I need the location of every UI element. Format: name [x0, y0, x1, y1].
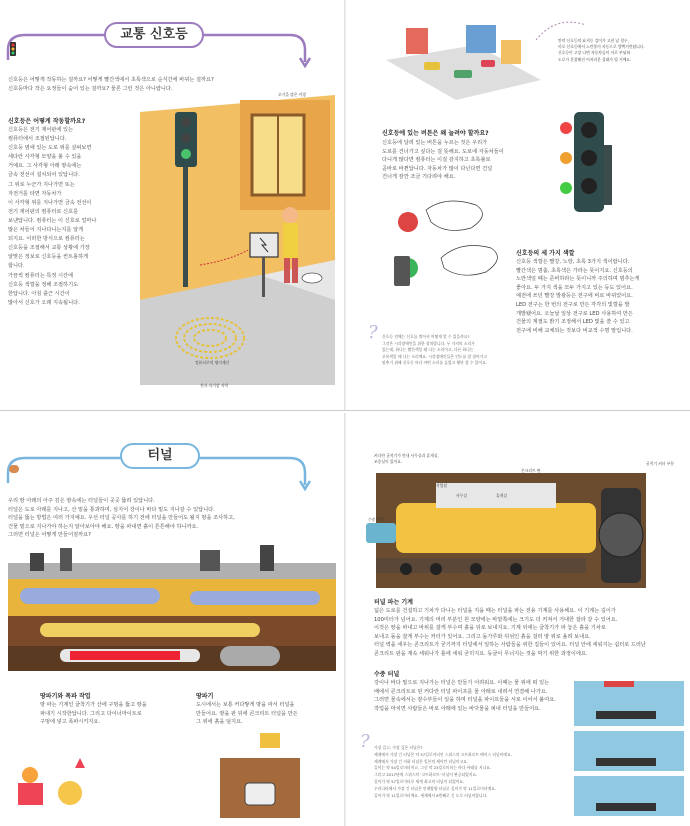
tunnel-right-page [346, 413, 690, 826]
text-line: 조종실이 있어요. [374, 459, 403, 465]
annotation-worker: 작업원 [436, 483, 448, 488]
annotation-window: 초기을 많은 이랑 [278, 92, 307, 97]
text-line: 우리나라에서 가장 긴 터널은 인제양양 터널로 길이가 약 11킬로미터예요. [374, 785, 497, 791]
section-heading: 땅파기 [196, 693, 214, 700]
underground-cross-section [8, 545, 336, 671]
intro-text [8, 76, 338, 93]
text-line: 전기 재어판의 컴퓨터로 신호를 [8, 208, 79, 215]
text-line: 파내기 시작한답니다. 그리고 다이너마이트로 [40, 710, 142, 717]
text-line: 많아서 신호가 오래 지속됩니다. [8, 299, 80, 306]
text-line: 이것은 땅을 파내고 바위를 잘게 부수며 흙을 뒤로 보내지요. 기계 뒤에는 굴착기가 파 놓은 흙을 기차로 [374, 625, 606, 632]
text-line: 신호등 색깔을 정해 조절하기도 [8, 281, 79, 288]
text-line: 신호등 옆에 있는 도로 위를 살펴보면 [8, 145, 92, 152]
tunnel-small-icon [9, 465, 19, 473]
traffic-light-right-page [346, 0, 690, 410]
large-traffic-light [560, 112, 612, 212]
text-line: 멈추기 위해 신호등 마다 어떤 소리를 들었고 횡단 할 수 있어요. [382, 360, 487, 366]
text-line: 노란색일 때는 준비하라는 뜻이니까 주의하며 멈추는게 [516, 276, 640, 283]
traffic-light-left-page [0, 0, 344, 410]
text-line: 합니다. [8, 263, 25, 270]
text-line: 보내고 돌을 잘게 부수는 커터가 있어요. 그리고 돌가루와 뒤섞인 흙을 걸러 땅 위로 올려 보내요. [374, 633, 591, 640]
tunnel-left-art [0, 413, 344, 826]
question-mark-icon: ? [360, 731, 370, 752]
excavation-illustration [220, 733, 300, 818]
text-line: 좋아요. 두 가지 색을 모두 가지고 있는 등도 있어요. [516, 284, 633, 291]
trivia-note [374, 745, 574, 799]
text-line: 커다란 굴착기가 안내 사무실과 휴게실, [374, 453, 439, 458]
annotation-cars: 수송 열차 [368, 517, 384, 522]
text-line: 터널 벽을 세우는 콘크리트가 굳기까지 터널에서 일하는 사람들을 위한 집들이 있어요. 터널 안에 세워지는 쉼터로 드러난 [374, 642, 646, 649]
text-line: 컴퓨터에서 조절된답니다. [8, 136, 67, 143]
text-line: 전구에 비해 교체되는 것보다 비교적 수명 말입니다. [516, 327, 633, 334]
push-button-box-icon [394, 256, 410, 286]
section-body [382, 139, 552, 182]
street-illustration [140, 95, 335, 385]
text-line: 길이가 약 57킬로미터로 세계 최고의 터널이 되었어요. [374, 778, 465, 784]
trivia-note [382, 334, 516, 367]
text-line: 신호등 색깔은 빨강, 노랑, 초록 3가지 색이랍니다. [516, 259, 630, 265]
text-line: 이 사각형 위를 지나가면 금속 전선이 [8, 199, 92, 206]
text-line: 개발됐어요. 오늘날 일상 전구로 LED 사용하여 만든 [516, 310, 633, 317]
section-heading: 터널 파는 기계 [374, 599, 413, 606]
underwater-tunnel-illustration [574, 681, 684, 816]
section-heading: 수중 터널 [374, 671, 400, 678]
text-line: 다니게 많다면 컴퓨터는 이걸 감지하고 초록불로 [382, 157, 491, 164]
text-line: 넓은 도로를 건설하고 기차가 다니는 터널을 지을 때는 터널을 파는 전용 기계를 사용해요. 이 기계는 길이가 [374, 608, 616, 614]
section-body [40, 701, 190, 727]
text-line: 신호등은 전기 제어판에 있는 [8, 127, 74, 133]
annotation-loop: 전자 자기장 지역 [200, 383, 229, 388]
red-lamp-icon [560, 122, 572, 134]
text-line: 보낸답니다. 컴퓨터는 이 신호로 얼마나 [8, 217, 97, 224]
annotation-intersection [558, 38, 686, 63]
amber-lamp-icon [560, 152, 572, 164]
text-line: 비로 신호등에서 노란불이 자동으로 깜빡거린답니다. [558, 44, 645, 50]
text-line: 그 위로 누군가 지나가면 또는 [8, 181, 75, 188]
text-line: 건너게 잠깐 조금 기다려야 해요. [382, 174, 456, 181]
page-title: 교통 신호등 [104, 22, 204, 48]
text-line: 건물 밑으로 지나가야 하는지 알아보아야 해요. 땅을 파내면 흙이 튼튼해야 하니까요. [8, 523, 199, 530]
tunnel-spread [0, 413, 690, 826]
text-line: 만들어요. 땅을 판 뒤에 콘크리트 터널을 만든 [196, 710, 298, 717]
text-line: 도로를 건너가고 싶다는 걸 뜻해요. 도로에 자동차들이 [382, 148, 504, 155]
text-line: 많은 차들이 지나다니는지를 알게 [8, 227, 84, 234]
text-line: 도로가 혼잡해진 어지러운 상태가 될 거예요. [558, 56, 632, 62]
text-line: 신호등이 고장 나면 자동차들이 서로 부딪혀 [558, 50, 631, 56]
text-line: 그러면 물속에서는 잠수부들이 일을 하며 터널을 파이프들을 서로 이어서 붙여요. [374, 697, 556, 704]
text-line: 한답니다. 아침 출근 시간이 [8, 290, 70, 297]
text-line: 강이나 바다 밑으로 지나가는 터널은 만들기 어려워요. 이때는 물 위에 떠 있는 [374, 680, 550, 686]
traffic-light-spread [0, 0, 690, 411]
text-line: 만약 신호등의 표지등 검이가 고친 날 경우, [558, 38, 629, 43]
text-line: 알맞은 정보로 신호등을 컨트롤하게 [8, 254, 89, 261]
annotation-cutter: 굴착기 커터 부분 [646, 461, 675, 466]
text-line: 건물의 계절도 밝기 조정해서 LED 빛을 쓸 수 있고 [516, 319, 630, 326]
text-line: 세계에서 가장 긴 지하 터널은 일본의 세이칸 터널이고요. [374, 758, 469, 764]
text-line: 구멍에 넣고 폭파시키지요. [40, 719, 101, 726]
annotation-operator [374, 453, 464, 465]
speech-bubble-icon [426, 201, 482, 230]
text-line: 되지요. 이러한 방식으로 컴퓨터는 [8, 236, 85, 243]
text-line: 신호등 전체는 신호를 꺾어서 어떻게 알 수 있을까요? [382, 334, 470, 339]
section-heading: 신호등은 어떻게 작동할까요? [8, 118, 86, 125]
text-line: 길이는 약 54킬로미터이고, 그중 약 23킬로미터는 바다 아래를 지나요. [374, 765, 492, 771]
text-line: 땅 파는 기계인 굴착기가 산에 구멍을 뚫고 땅을 [40, 702, 147, 708]
annotation-rest: 휴게실 [496, 493, 508, 498]
section-body [374, 679, 572, 713]
intro-line: 신호등은 어떻게 작동하는 걸까요? 어떻게 빨간색에서 초록색으로 순식간에 바뀌는 걸까요? [8, 77, 214, 83]
text-line: 가끔씩 컴퓨터는 특정 시간에 [8, 272, 74, 279]
section-body [516, 258, 688, 335]
text-line: 있는데, 하나는 빨간색일 때 나는 소리이고, 다른 하나는 [382, 347, 474, 353]
text-line: 길이가 약 11킬로미터예요. 세계에서 6번째로 긴 도로 터널이랍니다. [374, 792, 488, 798]
text-line: 금속 전선이 설치되어 있답니다. [8, 172, 80, 179]
text-line: 작업을 마치면 사람들은 바로 아래에 있는 바닷물을 퍼내 터널을 만들어요. [374, 705, 541, 712]
text-line: 초록색일 때 나는 소리예요. 시각장애인들은 인도를 잘 찾아가고 [382, 353, 488, 359]
text-line: 예전에 쓰던 빨강 발광등은 전구에 비로 바뀌었어요. [516, 293, 633, 300]
text-line: 자전거를 타면 자동차가 [8, 190, 62, 197]
text-line: 거예요. 그 사각형 아래 땅속에는 [8, 163, 82, 170]
text-line: 가장 길고, 가장 깊은 터널은? [374, 745, 423, 750]
text-line: 터널은 도로 아래를 지나고, 산 밑을 통과하며, 심지어 강이나 바다 밑도 지나갈 수 있답니다. [8, 506, 215, 513]
text-line: 우리 땅 아래의 아주 깊은 땅속에는 터널들이 곳곳 뚫려 있답니다. [8, 498, 155, 504]
pedestrian-stop-icon [398, 212, 418, 232]
text-line: 그러면 터널은 어떻게 만들어질까요? [8, 532, 91, 539]
text-line: 곧바로 바뀐답니다. 자동차가 많이 다닌다면 건널 [382, 165, 493, 172]
green-lamp-icon [560, 182, 572, 194]
section-heading: 신호등의 세 가지 색깔 [516, 250, 575, 257]
intersection-illustration [386, 22, 586, 100]
section-body [8, 126, 140, 308]
text-line: 도시에서는 보통 커다랗게 땅을 파서 터널을 [196, 702, 295, 708]
text-line: 그리고 2017년에 스위스의 '고트하르트' 터널이 완공되었지요. [374, 772, 478, 778]
tunnel-boring-machine [366, 473, 646, 588]
text-line: 그것은 시각장애인을 위한 장치랍니다. 두 가지의 소리가 [382, 340, 475, 346]
text-line: 신호등에 달려 있는 버튼을 누르는 것은 우리가 [382, 140, 488, 146]
annotation-office: 사무실 [456, 493, 468, 498]
text-line: 그 위에 흙을 덮지요. [196, 719, 243, 726]
page-title: 터널 [120, 443, 200, 469]
text-line: 세계에서 가장 긴 터널은 약 57킬로미터인 스위스의 고트하르트 베이스 터널이에요. [374, 751, 512, 757]
tunnel-left-page [0, 413, 344, 826]
section-body [374, 607, 686, 659]
text-line: 터널을 뚫는 방법은 여러 가지예요. 우선 터널 공사를 하기 전에 터널을 만들어도 될지 땅을 조사하고, [8, 515, 235, 522]
question-mark-icon: ? [368, 322, 378, 343]
intro-text [8, 497, 338, 540]
speech-bubble-icon [441, 246, 497, 276]
text-line: 신호등을 조절해서 교통 상황에 가장 [8, 245, 90, 252]
section-heading: 신호등에 있는 버튼은 왜 늘려야 할까요? [382, 130, 489, 137]
intro-line: 신호등마다 작은 요정들이 숨어 있는 걸까요? 물론 그런 것은 아니랍니다. [8, 85, 173, 92]
section-heading: 땅파기와 폭파 작업 [40, 693, 91, 700]
text-line: 세다란 사각형 모양을 볼 수 있을 [8, 154, 82, 161]
text-line: 100미터가 넘어요. 기계의 머리 부분인 원 모양에는 바깥쪽에는 크기도 더 커져서 거대한 잘라 갈 수 있어요. [374, 616, 618, 623]
text-line: LED 전구는 한 번의 전구로 만든 각각의 빛깔을 발 [516, 301, 630, 308]
blasting-illustration [18, 758, 85, 805]
text-line: 빨간색은 멈춤, 초록색은 가라는 뜻이지요. 신호등의 [516, 267, 633, 274]
annotation-switch: 컴퓨터로의 명이재신 [195, 360, 230, 365]
text-line: 콘크리트 판을 계속 세워나가 틀에 세워 굳히지요. 동굴이 무너지는 것을 막기 위한 과정이에요. [374, 650, 588, 657]
annotation-concrete: 콘크리트 판 [521, 468, 541, 473]
section-body [196, 701, 342, 727]
text-line: 배에서 콘크리트로 된 커다란 터널 파이프를 물 아래로 내려서 연결해 나가요. [374, 688, 548, 695]
